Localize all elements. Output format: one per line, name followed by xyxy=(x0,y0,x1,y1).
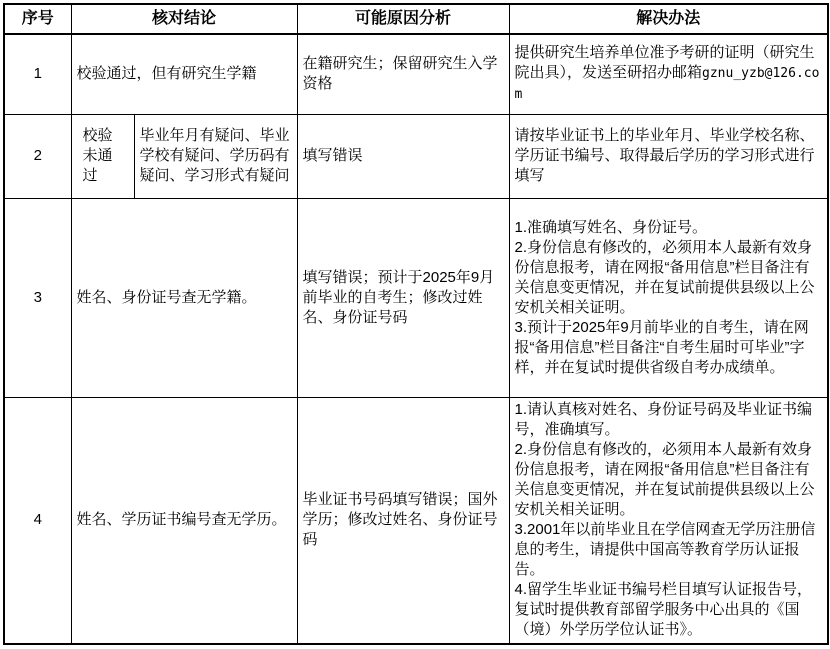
table-header-row xyxy=(4,4,828,34)
row3-conclusion-cell: 姓名、身份证号查无学籍。 xyxy=(71,198,297,397)
row3-num-cell: 3 xyxy=(4,198,71,397)
header-cause: 可能原因分析 xyxy=(297,4,509,34)
row4-solution-cell xyxy=(509,397,828,644)
row3-solution-item-1: 1.准确填写姓名、身份证号。 xyxy=(514,218,708,236)
row4-num-cell: 4 xyxy=(4,397,71,644)
row4-conclusion-cell: 姓名、学历证书编号查无学历。 xyxy=(71,397,297,644)
row4-solution-item-2: 2.身份信息有修改的，必须用本人最新有效身份信息报考，请在网报“备用信息”栏目备注有关信息变更情况，并在复试前提供县级以上公安机关相关证明。 xyxy=(514,441,815,519)
row2-solution-cell: 请按毕业证书上的毕业年月、毕业学校名称、学历证书编号、取得最后学历的学习形式进行填写 xyxy=(509,114,828,198)
row4-solution-item-3: 3.2001年以前毕业且在学信网查无学历注册信息的考生，请提供中国高等教育学历认证报告。 xyxy=(514,521,816,579)
verification-result-table xyxy=(3,3,829,645)
header-solution: 解决办法 xyxy=(509,4,828,34)
row1-solution-email: gznu_yzb@126.com xyxy=(514,66,820,103)
table-row-1 xyxy=(4,34,828,114)
header-num: 序号 xyxy=(4,4,71,34)
row2-cause-cell: 填写错误 xyxy=(297,114,509,198)
row1-solution-text: 提供研究生培养单位准予考研的证明（研究生院出具），发送至研招办邮箱 xyxy=(514,44,815,82)
row1-num-cell: 1 xyxy=(4,34,71,114)
row3-solution-item-3: 3.预计于2025年9月前毕业的自考生，请在网报“备用信息”栏目备注“自考生届时可毕业”字样，并在复试时提供省级自考办成绩单。 xyxy=(514,318,809,376)
row2-conclusion-detail-cell: 毕业年月有疑问、毕业学校有疑问、学历码有疑问、学习形式有疑问 xyxy=(134,114,297,198)
row4-cause-cell: 毕业证书号码填写错误；国外学历；修改过姓名、身份证号码 xyxy=(297,397,509,644)
row4-solution-item-1: 1.请认真核对姓名、身份证号码及毕业证书编号，准确填写。 xyxy=(514,401,813,439)
row3-cause-cell: 填写错误；预计于2025年9月前毕业的自考生；修改过姓名、身份证号码 xyxy=(297,198,509,397)
row3-solution-item-2: 2.身份信息有修改的，必须用本人最新有效身份信息报考，请在网报“备用信息”栏目备注有关信息变更情况，并在复试前提供县级以上公安机关相关证明。 xyxy=(514,238,815,316)
row2-num-cell: 2 xyxy=(4,114,71,198)
row1-cause-cell: 在籍研究生；保留研究生入学资格 xyxy=(297,34,509,114)
table-row-4 xyxy=(4,397,828,644)
table-row-3 xyxy=(4,198,828,397)
row3-solution-cell xyxy=(509,198,828,397)
row4-solution-item-4: 4.留学生毕业证书编号栏目填写认证报告号，复试时提供教育部留学服务中心出具的《国（境）外学历学位认证书》。 xyxy=(514,581,813,639)
row1-solution-cell xyxy=(509,34,828,114)
row2-conclusion-main-cell: 校验未通过 xyxy=(71,114,134,198)
header-conclusion: 核对结论 xyxy=(71,4,297,34)
table-row-2 xyxy=(4,114,828,198)
row1-conclusion-cell: 校验通过，但有研究生学籍 xyxy=(71,34,297,114)
